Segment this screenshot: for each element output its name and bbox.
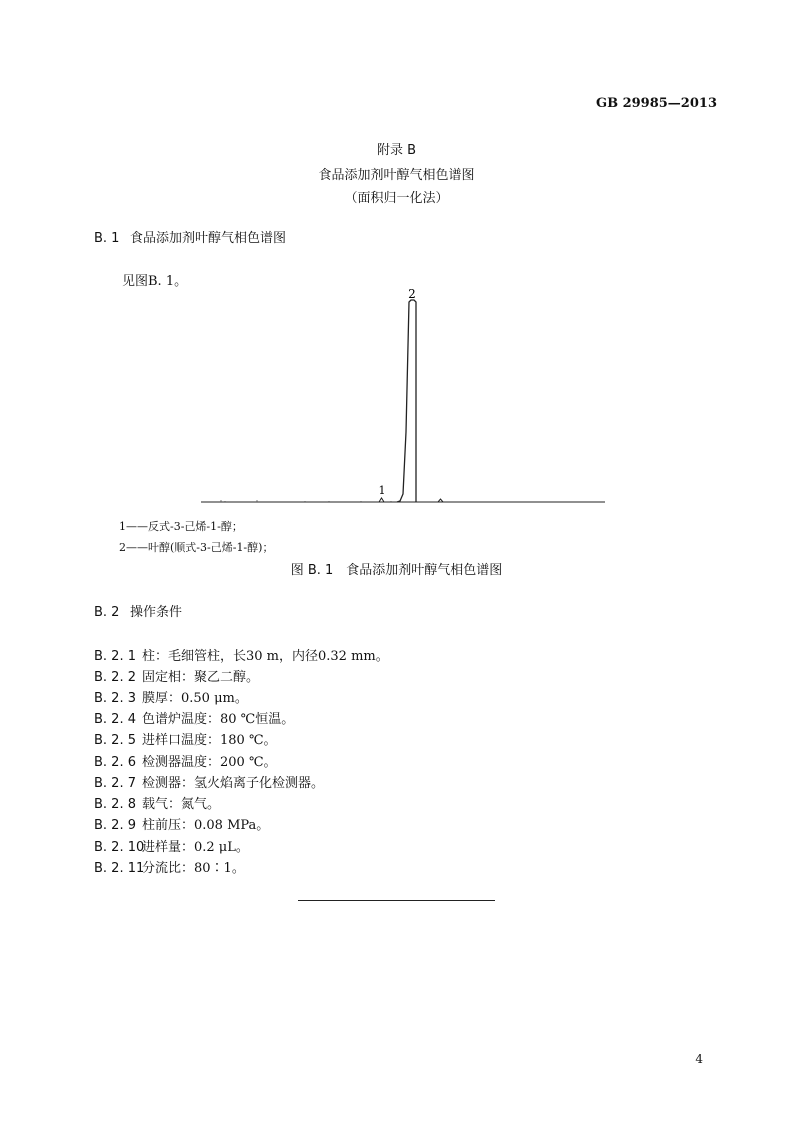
section-number: B. 1 — [94, 231, 120, 246]
item-number: B. 2. 2 — [94, 670, 136, 685]
condition-item — [94, 666, 259, 685]
item-text: 进样口温度：180 ℃。 — [142, 733, 277, 748]
section-title: 操作条件 — [130, 605, 183, 620]
condition-item — [94, 814, 269, 833]
peak-1-label: 1 — [378, 484, 386, 497]
condition-item — [94, 772, 324, 791]
condition-item — [94, 836, 249, 855]
item-number: B. 2. 5 — [94, 733, 136, 748]
section-title: 食品添加剂叶醇气相色谱图 — [130, 231, 287, 246]
item-number: B. 2. 4 — [94, 712, 136, 727]
section-number: B. 2 — [94, 605, 120, 620]
item-number: B. 2. 7 — [94, 776, 136, 791]
figure-caption: 图 B. 1 食品添加剂叶醇气相色谱图 — [290, 563, 503, 578]
item-text: 进样量：0.2 μL。 — [142, 840, 249, 855]
condition-item — [94, 793, 220, 812]
item-number: B. 2. 10 — [94, 840, 145, 855]
item-text: 载气：氮气。 — [142, 797, 221, 812]
item-text: 分流比：80∶1。 — [142, 861, 245, 876]
appendix-label: 附录 B — [376, 143, 417, 158]
item-number: B. 2. 8 — [94, 797, 136, 812]
peak-2 — [397, 300, 416, 502]
item-text: 检测器温度：200 ℃。 — [142, 755, 277, 770]
item-number: B. 2. 3 — [94, 691, 136, 706]
legend-item-2: 2——叶醇(顺式-3-己烯-1-醇)； — [119, 541, 274, 554]
item-number: B. 2. 6 — [94, 755, 136, 770]
item-text: 固定相：聚乙二醇。 — [142, 670, 260, 685]
item-text: 色谱炉温度：80 ℃恒温。 — [142, 712, 295, 727]
condition-item — [94, 729, 277, 748]
condition-item — [94, 645, 389, 664]
section-b1-heading — [94, 227, 286, 246]
condition-item — [94, 751, 277, 770]
legend-item-1: 1——反式-3-己烯-1-醇； — [119, 520, 243, 533]
appendix-subtitle: （面积归一化法） — [344, 191, 449, 206]
end-rule — [298, 900, 495, 901]
item-number: B. 2. 9 — [94, 818, 136, 833]
condition-item — [94, 708, 294, 727]
appendix-title: 食品添加剂叶醇气相色谱图 — [318, 168, 475, 183]
item-text: 柱前压：0.08 MPa。 — [142, 818, 270, 833]
section-b1-text: 见图B. 1。 — [122, 274, 188, 289]
standard-number: GB 29985—2013 — [595, 96, 717, 111]
peak-1 — [379, 498, 384, 502]
condition-item — [94, 687, 248, 706]
chromatogram-figure — [195, 282, 607, 512]
item-text: 检测器：氢火焰离子化检测器。 — [142, 776, 325, 791]
peak-2-label: 2 — [408, 287, 416, 301]
section-b2-heading — [94, 601, 182, 620]
item-number: B. 2. 1 — [94, 649, 136, 664]
page-number: 4 — [695, 1052, 703, 1066]
item-number: B. 2. 11 — [94, 861, 145, 876]
item-text: 柱：毛细管柱，长30 m，内径0.32 mm。 — [142, 649, 389, 664]
item-text: 膜厚：0.50 μm。 — [142, 691, 248, 706]
condition-item — [94, 857, 245, 876]
